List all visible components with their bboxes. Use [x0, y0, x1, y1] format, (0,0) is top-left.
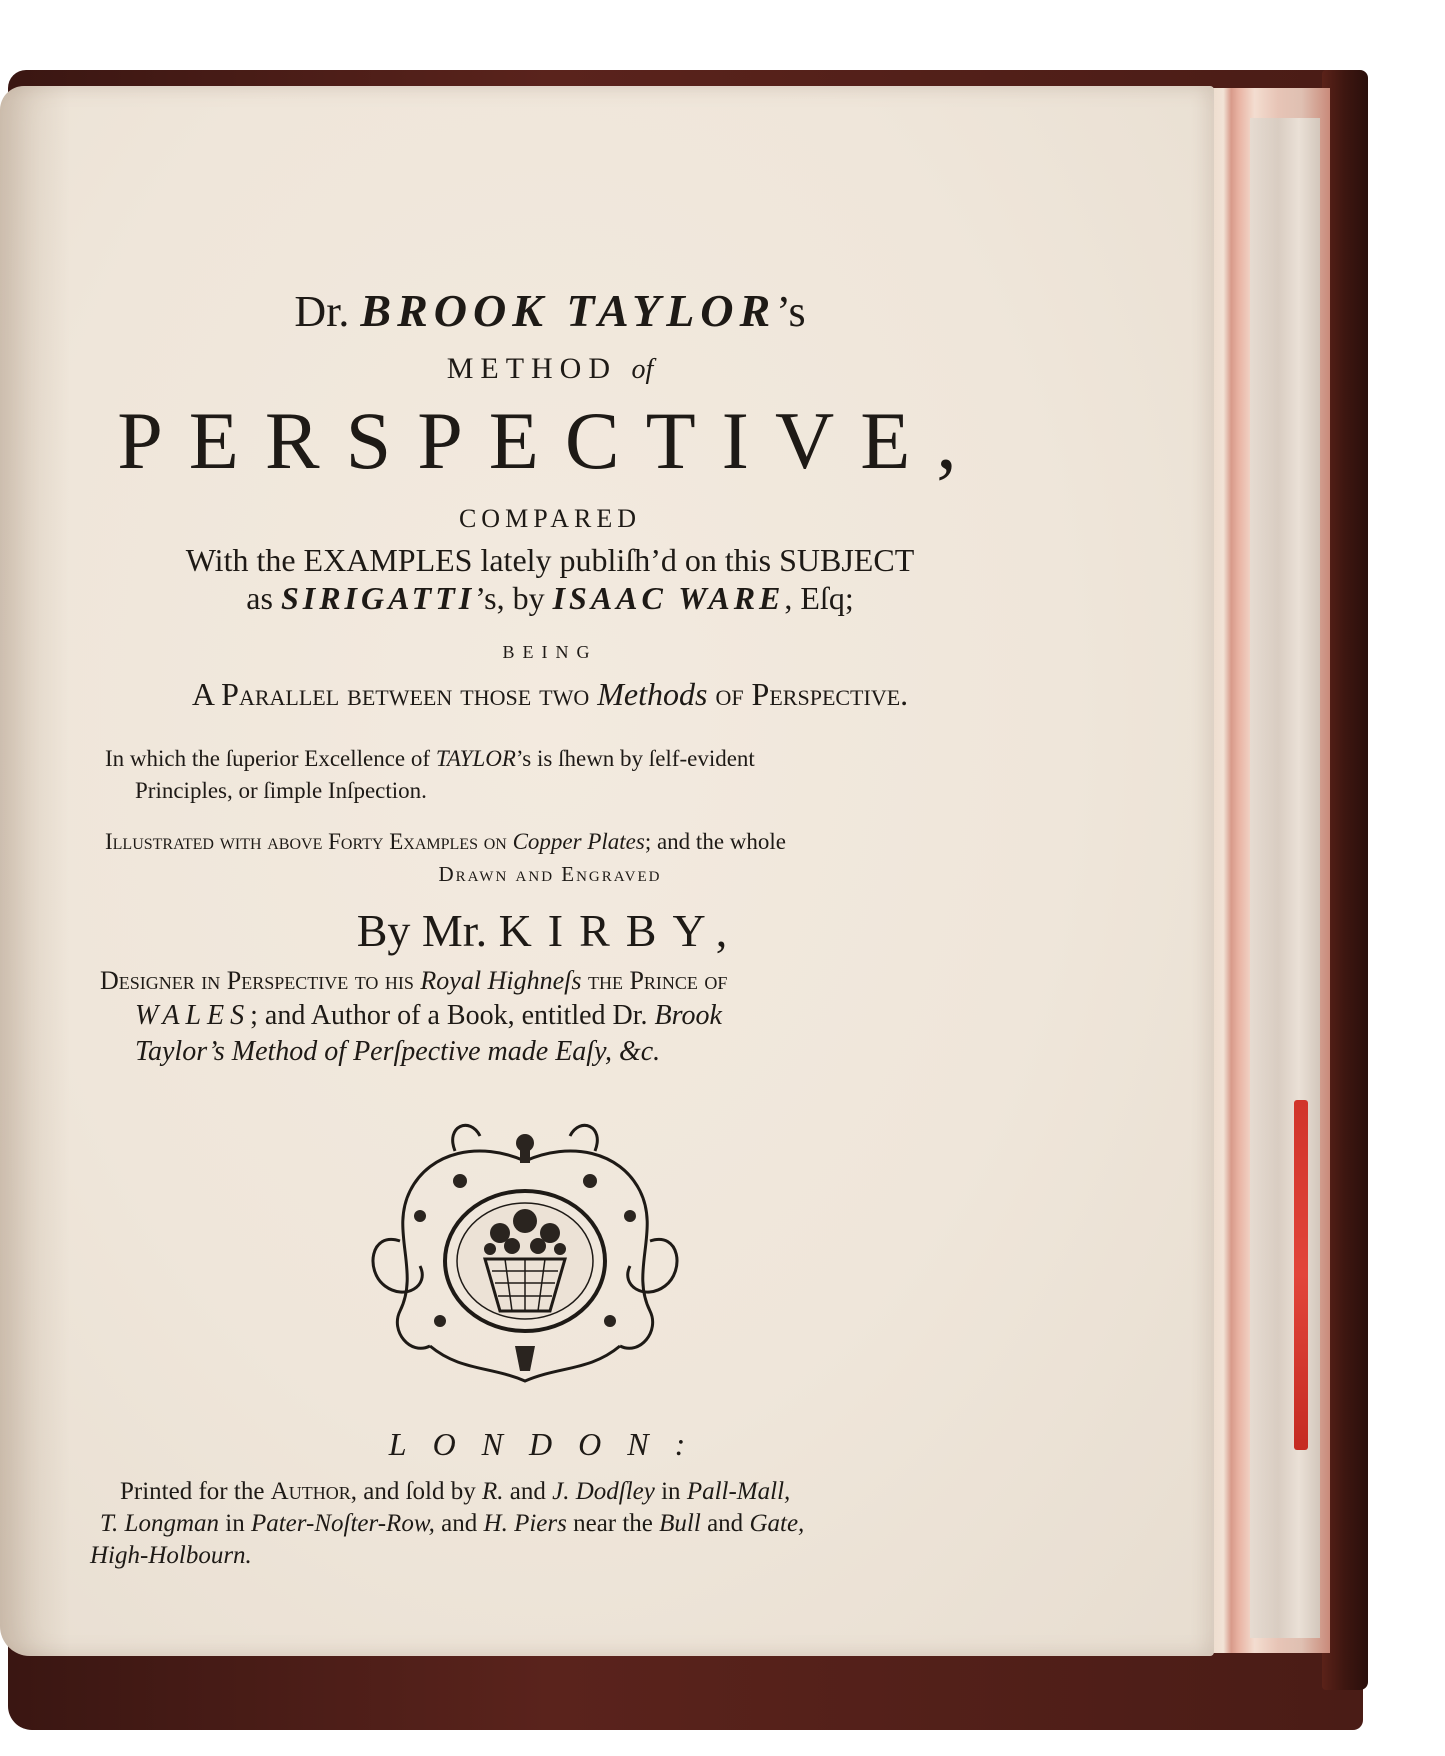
subtitle-isaac-ware: ISAAC WARE: [552, 580, 785, 616]
imprint-sold: and ſold by: [363, 1478, 476, 1505]
designer-line-2: [135, 1000, 995, 1032]
title-of: of: [631, 354, 654, 385]
parallel-line: [0, 676, 1100, 713]
imprint-bull: Bull: [659, 1510, 701, 1537]
author-by: By Mr.: [356, 905, 488, 956]
title-prefix: Dr.: [294, 287, 350, 336]
imprint-printed: Printed for the: [120, 1478, 265, 1505]
excellence-shewn: ’s is ſhewn by ſelf-evident: [515, 746, 755, 771]
page-edges: [1250, 118, 1320, 1638]
drawn-engraved-line: Drawn and Engraved: [438, 862, 662, 886]
designer-line-3: Taylor’s Method of Perſpective made Eaſy, &c.: [135, 1036, 661, 1067]
ornament-basket-of-flowers-icon: [360, 1121, 690, 1391]
red-stained-edge: [1294, 1100, 1308, 1450]
title-line-method: [0, 352, 1100, 386]
subtitle-as: as: [246, 580, 273, 616]
imprint-line-1: [120, 1478, 1000, 1506]
subtitle-esq: , Eſq;: [784, 580, 854, 616]
parallel-text: A Parallel between thoſe two: [191, 676, 590, 712]
imprint-dodsley: J. Dodſley: [552, 1478, 655, 1505]
imprint-pall-mall: Pall-Mall,: [686, 1478, 791, 1505]
illustrated-text: Illuſtrated with above Forty Examples on: [105, 829, 507, 854]
designer-line-1: [100, 966, 980, 996]
illustrated-line: [105, 829, 975, 855]
imprint-and-2: and: [441, 1510, 478, 1537]
author-line: [0, 904, 1100, 957]
imprint-and-3: and: [707, 1510, 744, 1537]
designer-royal-highness: Royal Highneſs: [420, 966, 582, 995]
title-page: [0, 86, 1214, 1656]
author-kirby: KIRBY,: [498, 905, 744, 956]
imprint-city: LONDON:: [388, 1426, 712, 1462]
being-line: BEING: [502, 642, 598, 662]
title-possessive: ’s: [776, 287, 806, 336]
excellence-taylor: TAYLOR: [435, 746, 516, 771]
excellence-text: In which the ſuperior Excellence of: [105, 746, 431, 771]
parallel-methods: Methods: [597, 676, 708, 712]
excellence-line-1: [105, 746, 975, 772]
title-main: PERSPECTIVE,: [117, 395, 983, 486]
designer-prince: the Prince of: [587, 966, 728, 995]
designer-wales: WALES: [135, 1000, 251, 1031]
subtitle-line-1: With the EXAMPLES lately publiſh’d on this SUBJECT: [185, 542, 915, 578]
subtitle-line-2: [0, 580, 1100, 617]
imprint-in-1: in: [661, 1478, 681, 1505]
imprint-r: R.: [481, 1478, 504, 1505]
designer-brook: Brook: [654, 1000, 722, 1031]
imprint-author: Author,: [270, 1478, 357, 1505]
imprint-piers: H. Piers: [483, 1510, 567, 1537]
imprint-line-3: High-Holbourn.: [90, 1542, 252, 1569]
title-method: METHOD: [446, 352, 618, 385]
imprint-and-1: and: [509, 1478, 546, 1505]
page-gutter-shadow: [0, 86, 70, 1656]
designer-author-of: ; and Author of a Book, entitled Dr.: [250, 1000, 648, 1031]
designer-text: Deſigner in Perspective to his: [100, 966, 414, 995]
parallel-perspective: of Perspective.: [715, 676, 909, 712]
imprint-longman: T. Longman: [100, 1510, 220, 1537]
title-compared: COMPARED: [458, 504, 642, 533]
illustrated-whole: ; and the whole: [644, 829, 786, 854]
imprint-near-the: near the: [573, 1510, 653, 1537]
subtitle-by: ’s, by: [475, 580, 545, 616]
title-author-name: BROOK TAYLOR: [360, 285, 777, 336]
subtitle-sirigatti: SIRIGATTI: [280, 580, 476, 616]
imprint-in-2: in: [225, 1510, 245, 1537]
imprint-gate: Gate,: [749, 1510, 805, 1537]
illustrated-copper-plates: Copper Plates: [512, 829, 645, 854]
excellence-line-2: Principles, or ſimple Inſpection.: [135, 778, 427, 803]
title-line-author: [0, 284, 1100, 337]
imprint-pater-noster-row: Pater-Noſter-Row,: [250, 1510, 435, 1537]
imprint-line-2: [100, 1510, 1000, 1538]
